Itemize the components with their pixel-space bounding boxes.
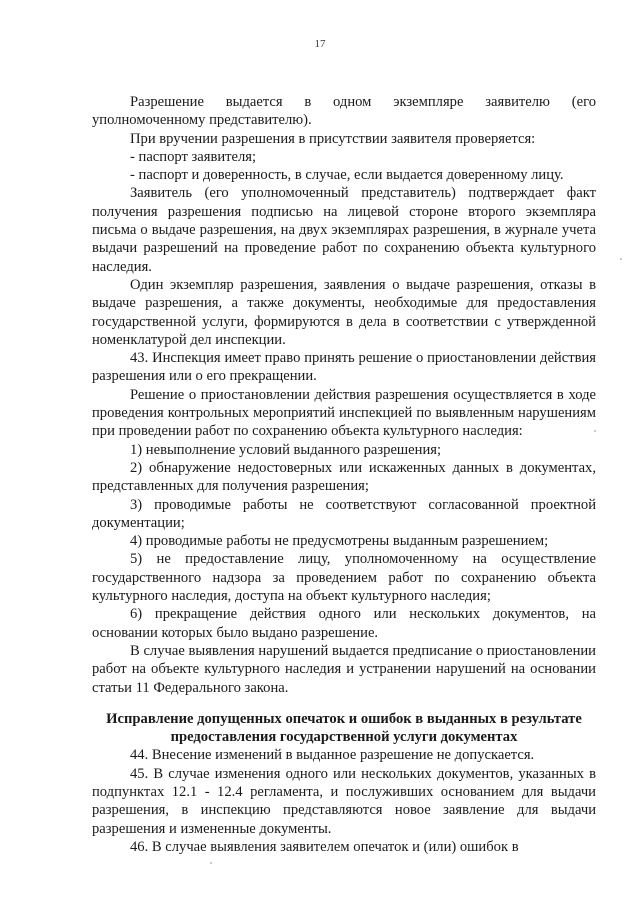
paragraph: Один экземпляр разрешения, заявления о выдаче разрешения, отказы в выдаче разрешения, а также документы, необходимые для предоставления государственной услуги, формируются в дела в соответствии с утвержденной номенклатурой дел инспекции. — [92, 276, 596, 348]
list-item: 5) не предоставление лицу, уполномоченному на осуществление государственного надзора за проведением работ по сохранению объекта культурного наследия, доступа на объект культурного наследия; — [92, 551, 596, 605]
paragraph: 46. В случае выявления заявителем опечаток и (или) ошибок в — [130, 838, 519, 855]
list-item: 3) проводимые работы не соответствуют согласованной проектной документации; — [92, 496, 596, 531]
paragraph: В случае выявления нарушений выдается предписание о приостановлении работ на объекте культурного наследия и устранении нарушений на основании статьи 11 Федерального закона. — [92, 642, 596, 696]
paragraph: Решение о приостановлении действия разрешения осуществляется в ходе проведения контрольных мероприятий инспекцией по выявленным нарушениям при проведении работ по сохранению объекта культурного наследия: — [92, 386, 596, 440]
paragraph: 44. Внесение изменений в выданное разрешение не допускается. — [130, 747, 535, 764]
list-item: 6) прекращение действия одного или нескольких документов, на основании которых было выдано разрешение. — [92, 606, 596, 641]
section-heading: Исправление допущенных опечаток и ошибок в выданных в результате предоставления государственной услуги документах — [106, 710, 582, 746]
paragraph: 45. В случае изменения одного или нескольких документов, указанных в подпунктах 12.1 - 12.4 регламента, и послуживших основанием для выдачи разрешения, в инспекцию представляются новое заявление для выдачи разрешения и измененные документы. — [92, 765, 596, 837]
page-number: 17 — [314, 38, 326, 50]
scan-speck — [620, 258, 622, 260]
paragraph: - паспорт заявителя; — [130, 148, 257, 165]
paragraph: Заявитель (его уполномоченный представитель) подтверждает факт получения разрешения подписью на лицевой стороне второго экземпляра письма о выдаче разрешения, на двух экземплярах разрешения, в журнале учета выдачи разрешений на проведение работ по сохранению объекта культурного наследия. — [92, 185, 596, 275]
scan-speck — [210, 862, 212, 864]
paragraph: 43. Инспекция имеет право принять решение о приостановлении действия разрешения или о его прекращении. — [92, 350, 596, 385]
scan-speck — [594, 430, 596, 432]
list-item: 4) проводимые работы не предусмотрены выданным разрешением; — [130, 533, 549, 550]
paragraph: - паспорт и доверенность, в случае, если выдается доверенному лицу. — [130, 167, 564, 184]
paragraph: При вручении разрешения в присутствии заявителя проверяется: — [130, 130, 536, 147]
paragraph: Разрешение выдается в одном экземпляре заявителю (его уполномоченному представителю). — [92, 94, 596, 129]
document-body — [92, 93, 596, 856]
list-item: 1) невыполнение условий выданного разрешения; — [130, 441, 442, 458]
list-item: 2) обнаружение недостоверных или искаженных данных в документах, представленных для получения разрешения; — [92, 459, 596, 495]
